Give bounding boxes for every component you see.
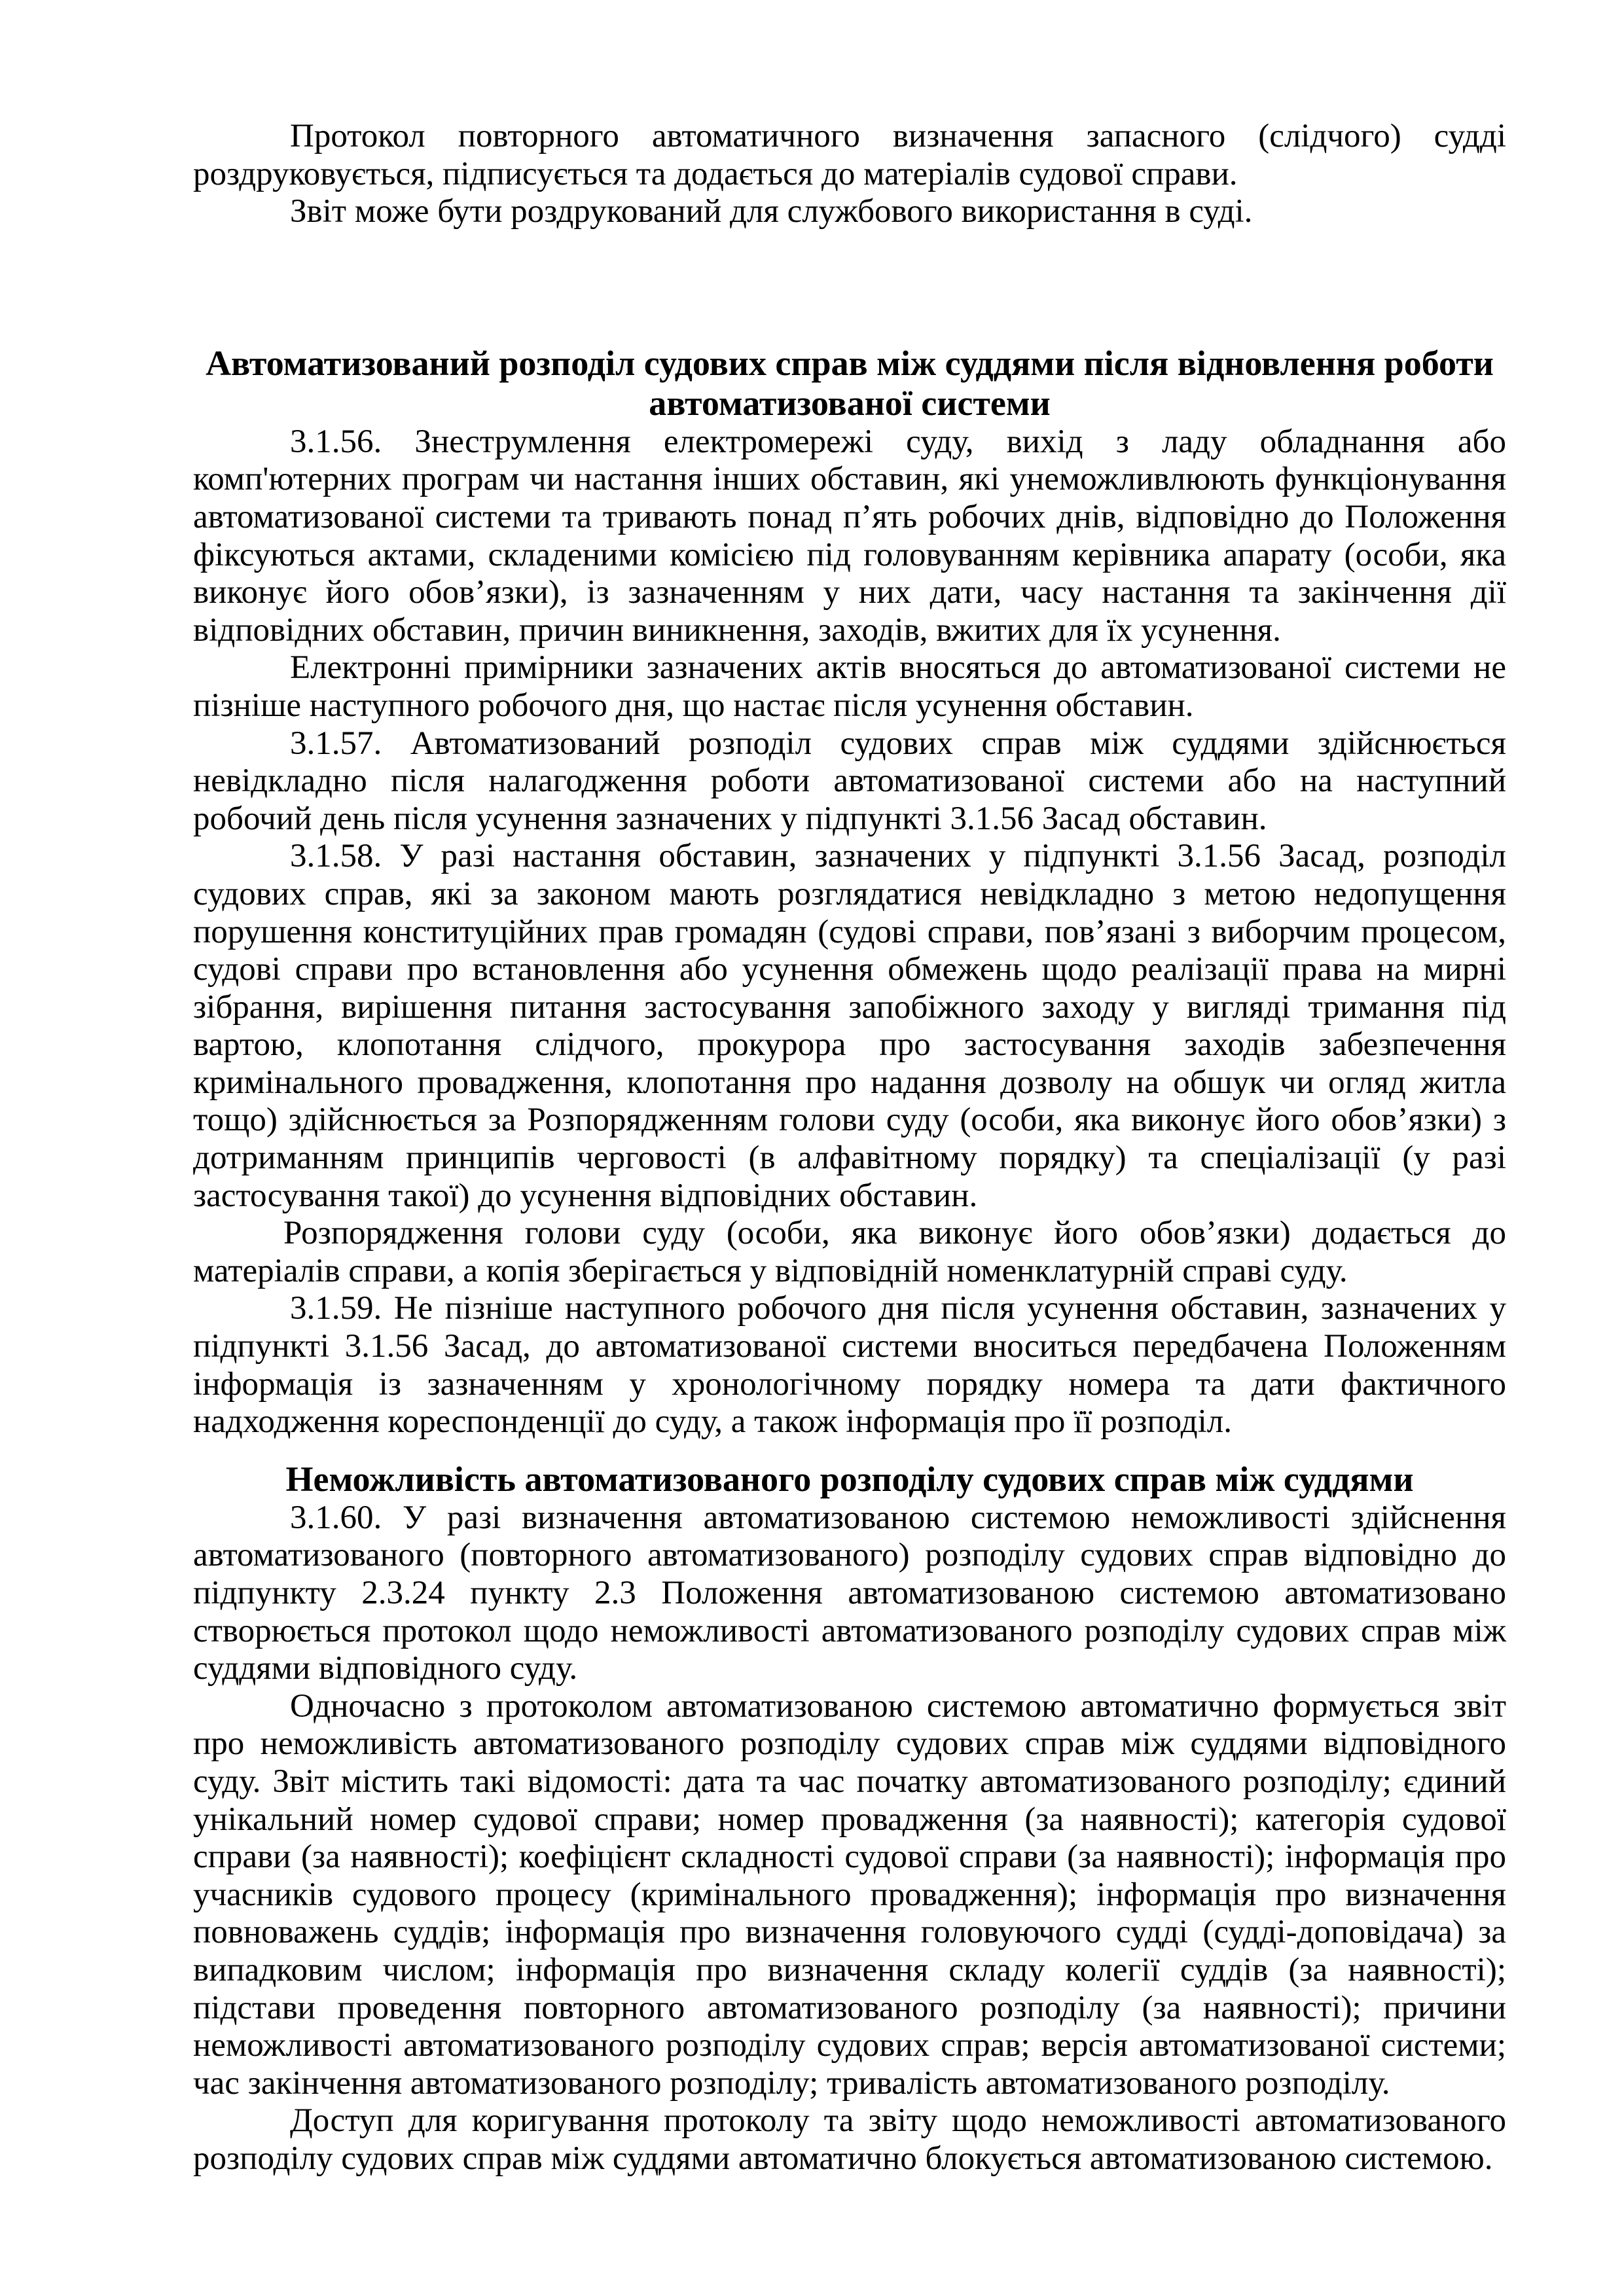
paragraph-3-1-60: 3.1.60. У разі визначення автоматизованою системою неможливості здійснення автоматизованого (повторного автоматизованого) розподілу судових справ відповідно до підпункту 2.3.24 пункту 2.3 Положення автоматизованою системою автоматизовано створюється протокол щодо неможливості автоматизованого розподілу судових справ між суддями відповідного суду. [193,1499,1506,1687]
paragraph-report-contents: Одночасно з протоколом автоматизованою системою автоматично формується звіт про неможливість автоматизованого розподілу судових справ між суддями відповідного суду. Звіт містить такі відомості: дата та час початку автоматизованого розподілу; єдиний унікальний номер судової справи; номер провадження (за наявності); категорія судової справи (за наявності); коефіцієнт складності судової справи (за наявності); інформація про учасників судового процесу (кримінального провадження); інформація про визначення повноважень суддів; інформація про визначення головуючого судді (судді-доповідача) за випадковим числом; інформація про визначення складу колегії суддів (за наявності); підстави проведення повторного автоматизованого розподілу (за наявності); причини неможливості автоматизованого розподілу судових справ; версія автоматизованої системи; час закінчення автоматизованого розподілу; тривалість автоматизованого розподілу. [193,1687,1506,2102]
paragraph-3-1-57: 3.1.57. Автоматизований розподіл судових справ між суддями здійснюється невідкладно після налагодження роботи автоматизованої системи або на наступний робочий день після усунення зазначених у підпункті 3.1.56 Засад обставин. [193,725,1506,837]
spacer [193,1441,1506,1460]
paragraph-electronic-copies: Електронні примірники зазначених актів вносяться до автоматизованої системи не пізніше наступного робочого дня, що настає після усунення обставин. [193,649,1506,724]
spacer [193,231,1506,344]
paragraph-access-blocked: Доступ для коригування протоколу та звіту щодо неможливості автоматизованого розподілу судових справ між суддями автоматично блокується автоматизованою системою. [193,2102,1506,2177]
paragraph-report-printing: Звіт може бути роздрукований для службового використання в суді. [290,193,1253,230]
paragraph-3-1-58: 3.1.58. У разі настання обставин, зазначених у підпункті 3.1.56 Засад, розподіл судових справ, які за законом мають розглядатися невідкладно з метою недопущення порушення конституційних прав громадян (судові справи, пов’язані з виборчим процесом, судові справи про встановлення або усунення обмежень щодо реалізації права на мирні зібрання, вирішення питання застосування запобіжного заходу у вигляді тримання під вартою, клопотання слідчого, прокурора про застосування заходів забезпечення кримінального провадження, клопотання про надання дозволу на обшук чи огляд житла тощо) здійснюється за Розпорядженням голови суду (особи, яка виконує його обов’язки) з дотриманням принципів черговості (в алфавітному порядку) та спеціалізації (у разі застосування такої) до усунення відповідних обставин. [193,838,1506,1214]
section-heading-restoration: Автоматизований розподіл судових справ між суддями після відновлення роботи автоматизованої системи [206,343,1494,423]
paragraph-3-1-59: 3.1.59. Не пізніше наступного робочого дня після усунення обставин, зазначених у підпункті 3.1.56 Засад, до автоматизованої системи вноситься передбачена Положенням інформація із зазначенням у хронологічному порядку номера та дати фактичного надходження кореспонденції до суду, а також інформація про її розподіл. [193,1290,1506,1441]
paragraph-order-of-head: Розпорядження голови суду (особи, яка виконує його обов’язки) додається до матеріалів справи, а копія зберігається у відповідній номенклатурній справі суду. [193,1215,1506,1289]
document-page [193,118,1506,2178]
paragraph-protocol-printing: Протокол повторного автоматичного визначення запасного (слідчого) судді роздруковується, підписується та додається до матеріалів судової справи. [193,118,1506,192]
section-heading-impossibility: Неможливість автоматизованого розподілу судових справ між суддями [285,1459,1414,1499]
paragraph-3-1-56: 3.1.56. Знеструмлення електромережі суду, вихід з ладу обладнання або комп'ютерних програм чи настання інших обставин, які унеможливлюють функціонування автоматизованої системи та тривають понад п’ять робочих днів, відповідно до Положення фіксуються актами, складеними комісією під головуванням керівника апарату (особи, яка виконує його обов’язки), із зазначенням у них дати, часу настання та закінчення дії відповідних обставин, причин виникнення, заходів, вжитих для їх усунення. [193,423,1506,649]
